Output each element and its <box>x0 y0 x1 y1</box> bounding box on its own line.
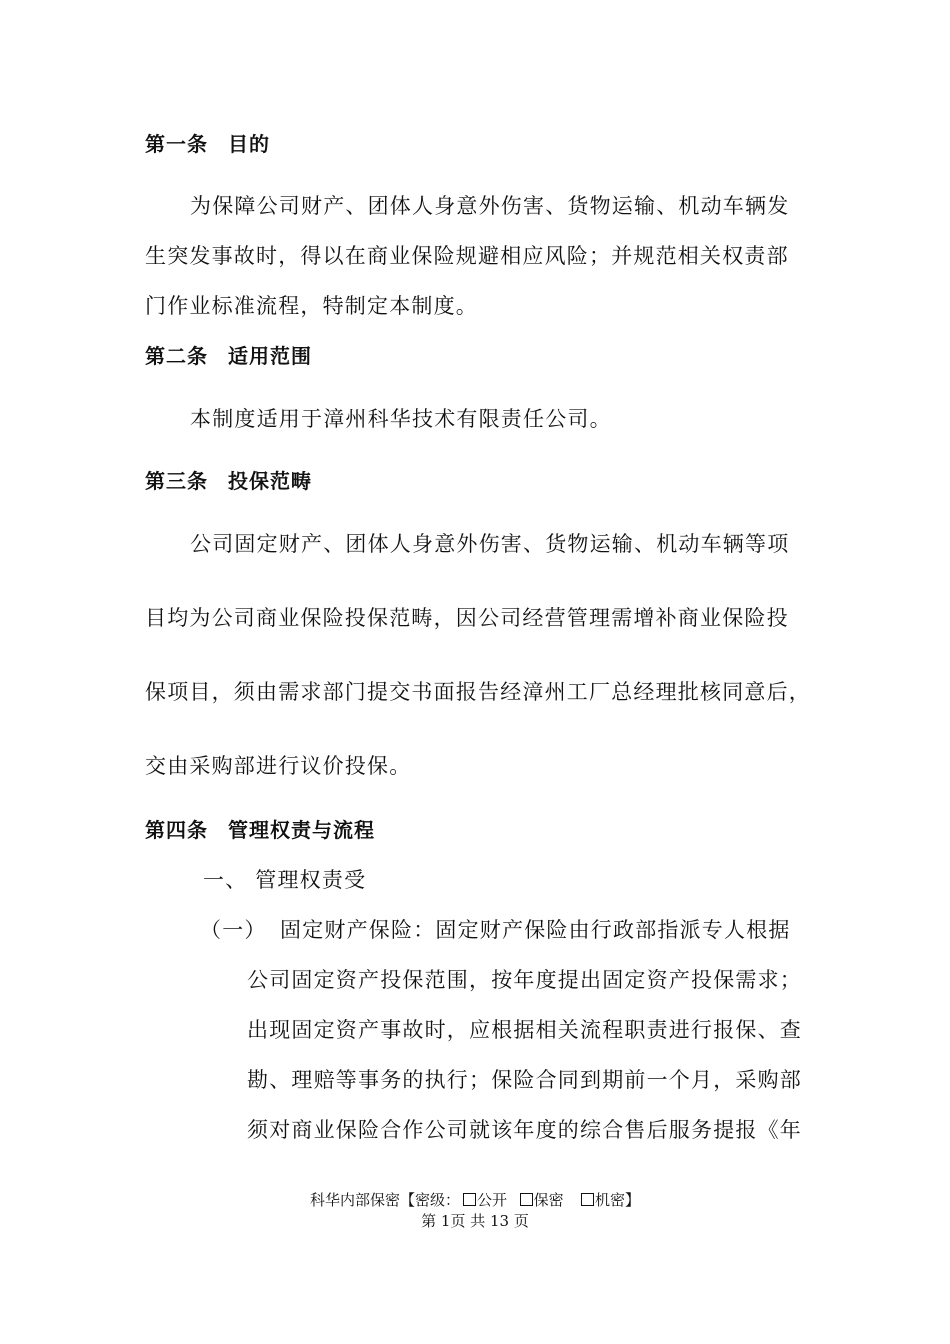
paragraph-line: 公司固定财产、团体人身意外伤害、货物运输、机动车辆等项 <box>190 532 790 556</box>
section-title: 管理权责与流程 <box>228 818 375 842</box>
paragraph-line: 保项目，须由需求部门提交书面报告经漳州工厂总经理批核同意后， <box>145 680 811 704</box>
section-4-heading <box>145 816 375 844</box>
paragraph-line: 门作业标准流程，特制定本制度。 <box>145 294 478 318</box>
section-title: 投保范畴 <box>228 469 312 493</box>
paragraph-line: 交由采购部进行议价投保。 <box>145 754 412 778</box>
section-number: 第四条 <box>145 818 208 842</box>
confidential-label: 科华内部保密【密级： <box>310 1191 461 1209</box>
section-number: 第三条 <box>145 469 208 493</box>
checkbox-icon <box>463 1193 476 1206</box>
checkbox-icon <box>520 1193 533 1206</box>
page-number: 第 1页 共 13 页 <box>421 1212 529 1230</box>
section-title: 目的 <box>228 132 270 156</box>
section-number: 第二条 <box>145 344 208 368</box>
section-title: 适用范围 <box>228 344 312 368</box>
section-3-heading <box>145 467 312 495</box>
paragraph-line: 生突发事故时，得以在商业保险规避相应风险；并规范相关权责部 <box>145 244 789 268</box>
item-marker: （一） <box>200 918 267 942</box>
item-line: 公司固定资产投保范围，按年度提出固定资产投保需求； <box>247 968 802 992</box>
section-number: 第一条 <box>145 132 208 156</box>
subheading: 一、 管理权责受 <box>203 868 367 892</box>
confidentiality-footer <box>0 1190 950 1210</box>
item-line: 须对商业保险合作公司就该年度的综合售后服务提报《年 <box>247 1118 802 1142</box>
section-1-heading <box>145 130 270 158</box>
item-line: 出现固定资产事故时，应根据相关流程职责进行报保、查 <box>247 1018 802 1042</box>
option-public: 公开 <box>477 1191 508 1209</box>
checkbox-icon <box>581 1193 594 1206</box>
option-secret: 保密 <box>533 1191 564 1209</box>
paragraph-line: 本制度适用于漳州科华技术有限责任公司。 <box>190 407 612 431</box>
paragraph-line: 目均为公司商业保险投保范畴，因公司经营管理需增补商业保险投 <box>145 606 789 630</box>
section-2-heading <box>145 342 312 370</box>
option-top-secret: 机密】 <box>594 1191 640 1209</box>
item-line: 勘、理赔等事务的执行；保险合同到期前一个月，采购部 <box>247 1068 802 1092</box>
item-line: 固定财产保险：固定财产保险由行政部指派专人根据 <box>280 918 791 942</box>
paragraph-line: 为保障公司财产、团体人身意外伤害、货物运输、机动车辆发 <box>190 194 790 218</box>
